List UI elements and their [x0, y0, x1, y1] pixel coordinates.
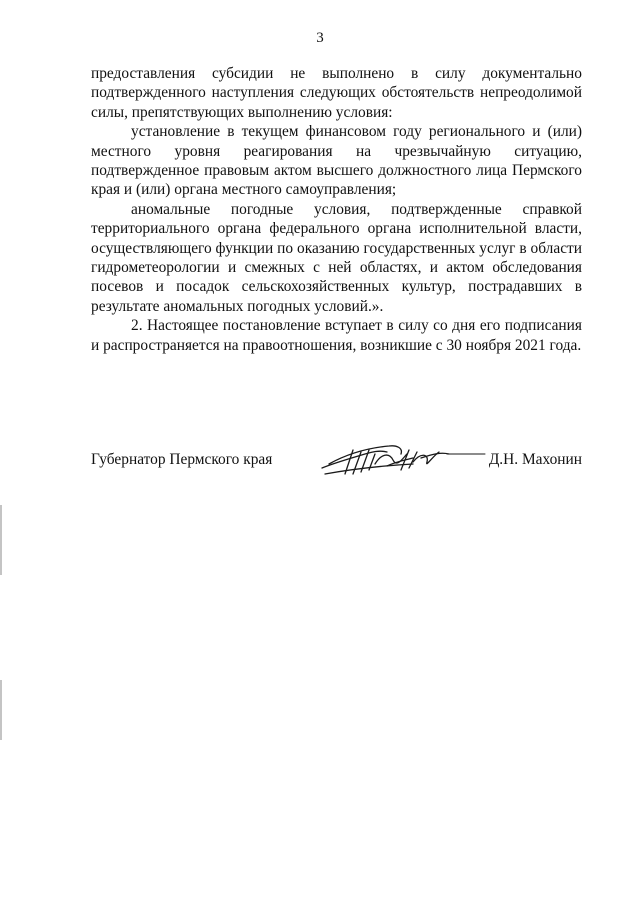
document-body — [91, 64, 582, 355]
handwritten-signature-icon — [317, 440, 487, 480]
scan-edge-mark — [0, 505, 2, 575]
page-number: 3 — [316, 30, 324, 46]
paragraph-effective-date: 2. Настоящее постановление вступает в силу со дня его подписания и распространяется на правоотношения, возникшие с 30 ноября 2021 года. — [91, 317, 582, 354]
paragraph-weather-condition: аномальные погодные условия, подтвержденные справкой территориального органа федерального органа исполнительной власти, осуществляющего функции по оказанию государственных услуг в области гидрометеорологии и смежных с ней областях, и актом обследования посевов и посадок сельскохозяйственных культур, пострадавших в результате аномальных погодных условий.». — [91, 200, 582, 315]
scan-edge-mark — [0, 680, 2, 740]
signatory-name: Д.Н. Махонин — [488, 451, 582, 468]
paragraph-emergency-condition: установление в текущем финансовом году регионального и (или) местного уровня реагирования на чрезвычайную ситуацию, подтвержденное правовым актом высшего должностного лица Пермского края и (или) органа местного самоуправления; — [91, 123, 582, 199]
paragraph-continuation: предоставления субсидии не выполнено в силу документально подтвержденного наступления следующих обстоятельств непреодолимой силы, препятствующих выполнению условия: — [91, 65, 582, 121]
signature-block — [91, 448, 582, 488]
signatory-position: Губернатор Пермского края — [91, 451, 273, 468]
